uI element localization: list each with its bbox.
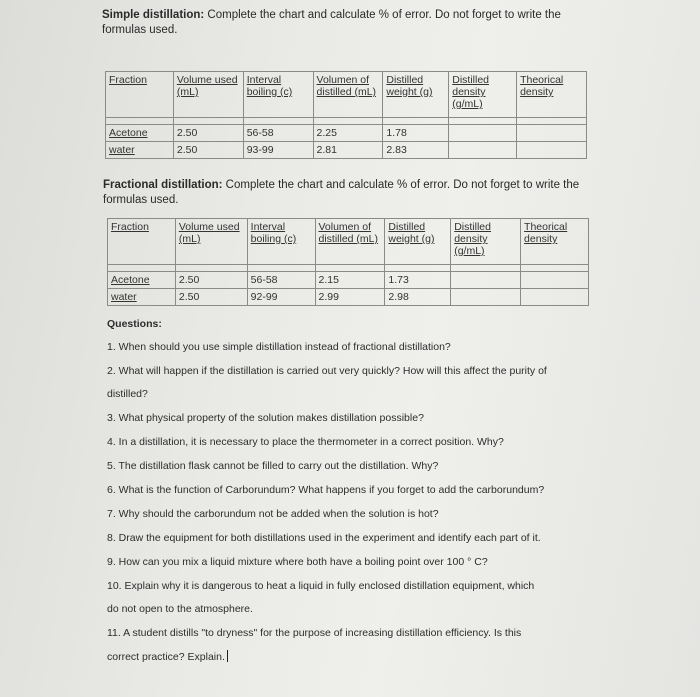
cell xyxy=(451,289,521,306)
header-distilled-weight: Distilled weight (g) xyxy=(383,72,449,118)
question-item xyxy=(107,580,687,616)
table-spacer-row xyxy=(108,265,589,272)
table-row xyxy=(108,272,589,289)
fractional-distillation-heading xyxy=(103,178,583,208)
question-item xyxy=(107,436,687,449)
question-item xyxy=(107,532,687,545)
header-volume-used: Volume used (mL) xyxy=(173,72,243,118)
cell: water xyxy=(108,289,176,306)
question-text: 2. What will happen if the distillation is carried out very quickly? How will this affect the purity of xyxy=(107,365,547,377)
header-distilled-density: Distilled density (g/mL) xyxy=(449,72,517,118)
header-fraction: Fraction xyxy=(108,219,176,265)
question-text: 11. A student distills "to dryness" for the purpose of increasing distillation efficiency. Is this xyxy=(107,627,522,639)
question-continuation: correct practice? Explain. xyxy=(107,651,225,663)
cell: 1.73 xyxy=(385,272,451,289)
question-text: 10. Explain why it is dangerous to heat a liquid in fully enclosed distillation equipment, which xyxy=(107,580,535,592)
cell: Acetone xyxy=(106,125,174,142)
cell: 2.83 xyxy=(383,142,449,159)
question-text: 7. Why should the carborundum not be added when the solution is hot? xyxy=(107,508,439,520)
cell: Acetone xyxy=(108,272,176,289)
question-item xyxy=(107,508,687,521)
question-continuation-line[interactable] xyxy=(107,650,687,664)
fractional-heading-bold: Fractional distillation: xyxy=(103,179,223,191)
question-item xyxy=(107,460,687,473)
questions-section xyxy=(107,318,687,675)
fractional-distillation-table xyxy=(107,218,589,306)
simple-heading-bold: Simple distillation: xyxy=(102,9,205,21)
question-text: 9. How can you mix a liquid mixture where both have a boiling point over 100 ° C? xyxy=(107,556,488,568)
cell: water xyxy=(106,142,174,159)
simple-distillation-heading xyxy=(102,8,572,38)
question-item xyxy=(107,556,687,569)
header-interval-boiling: Interval boiling (c) xyxy=(243,72,313,118)
cell: 2.50 xyxy=(175,289,247,306)
cell: 2.81 xyxy=(313,142,383,159)
cell: 2.25 xyxy=(313,125,383,142)
question-text: 3. What physical property of the solution makes distillation possible? xyxy=(107,412,424,424)
question-continuation: do not open to the atmosphere. xyxy=(107,603,253,615)
cell xyxy=(517,125,587,142)
cell xyxy=(517,142,587,159)
cell xyxy=(449,125,517,142)
cell: 2.50 xyxy=(173,142,243,159)
fractional-heading-text: Complete the chart and calculate % of error. Do not forget to write the formulas used. xyxy=(103,179,580,206)
cell: 2.98 xyxy=(385,289,451,306)
cell xyxy=(451,272,521,289)
question-text: 4. In a distillation, it is necessary to place the thermometer in a correct position. Why? xyxy=(107,436,504,448)
header-distilled-weight: Distilled weight (g) xyxy=(385,219,451,265)
header-interval-boiling: Interval boiling (c) xyxy=(247,219,315,265)
header-distilled-density: Distilled density (g/mL) xyxy=(451,219,521,265)
cell: 2.50 xyxy=(175,272,247,289)
cell xyxy=(449,142,517,159)
question-text: 8. Draw the equipment for both distillations used in the experiment and identify each part of it. xyxy=(107,532,541,544)
table-spacer-row xyxy=(106,118,587,125)
cell: 2.15 xyxy=(315,272,385,289)
question-item xyxy=(107,365,687,401)
cell: 1.78 xyxy=(383,125,449,142)
table-header-row xyxy=(108,219,589,265)
cell: 93-99 xyxy=(243,142,313,159)
questions-title: Questions: xyxy=(107,318,162,330)
table-row xyxy=(108,289,589,306)
question-text: 1. When should you use simple distillation instead of fractional distillation? xyxy=(107,341,451,353)
cell: 56-58 xyxy=(247,272,315,289)
question-item xyxy=(107,341,687,354)
table-header-row xyxy=(106,72,587,118)
cell: 2.50 xyxy=(173,125,243,142)
question-item xyxy=(107,484,687,497)
table-row xyxy=(106,142,587,159)
question-text: 6. What is the function of Carborundum? What happens if you forget to add the carborundum? xyxy=(107,484,545,496)
header-volume-distilled: Volumen of distilled (mL) xyxy=(313,72,383,118)
cell xyxy=(521,289,589,306)
cell xyxy=(521,272,589,289)
question-continuation: distilled? xyxy=(107,388,148,400)
header-fraction: Fraction xyxy=(106,72,174,118)
header-volume-used: Volume used (mL) xyxy=(175,219,247,265)
question-text: 5. The distillation flask cannot be filled to carry out the distillation. Why? xyxy=(107,460,439,472)
header-volume-distilled: Volumen of distilled (mL) xyxy=(315,219,385,265)
cell: 56-58 xyxy=(243,125,313,142)
text-cursor xyxy=(227,650,228,662)
simple-distillation-table xyxy=(105,71,587,159)
question-item[interactable] xyxy=(107,627,687,664)
cell: 2.99 xyxy=(315,289,385,306)
question-item xyxy=(107,412,687,425)
table-row xyxy=(106,125,587,142)
simple-heading-text: Complete the chart and calculate % of error. Do not forget to write the formulas used. xyxy=(102,9,561,36)
header-theorical-density: Theorical density xyxy=(521,219,589,265)
cell: 92-99 xyxy=(247,289,315,306)
header-theorical-density: Theorical density xyxy=(517,72,587,118)
